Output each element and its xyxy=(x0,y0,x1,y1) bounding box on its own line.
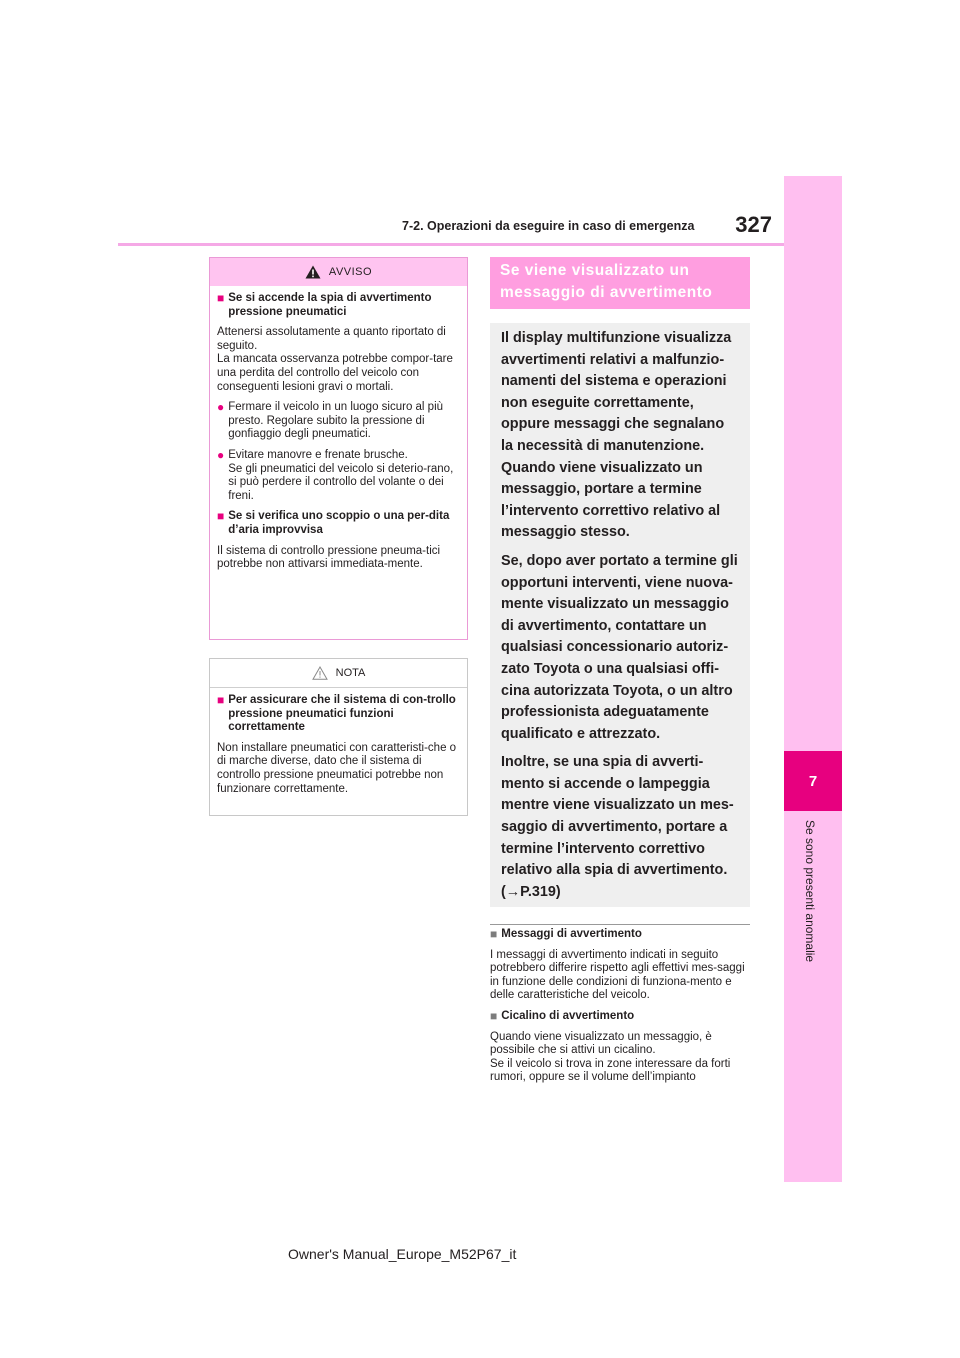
warning-body xyxy=(210,286,467,572)
warning-bullet-2: ● Evitare manovre e frenate brusche. Se gli pneumatici del veicolo si deterio-rano, si può perdere il controllo del volante o dei freni. xyxy=(217,447,454,502)
square-bullet-icon: ■ xyxy=(490,1008,498,1023)
caution-outline-icon xyxy=(312,666,328,680)
footer-text: Owner's Manual_Europe_M52P67_it xyxy=(288,1246,517,1262)
note-header xyxy=(210,659,467,688)
info-paragraph-3: Inoltre, se una spia di avverti- mento si accende o lampeggia mentre viene visualizzato un mes- saggio di avvertimento, portare a termine l’intervento correttivo relativo alla spia di avvertimento. (→P.319) xyxy=(501,754,734,900)
right-note-text-2: Quando viene visualizzato un messaggio, è possibile che si attivi un cicalino. Se il veicolo si trova in zone interessare da forti rumori, oppure se il volume dell’impianto xyxy=(490,1030,731,1084)
right-note-heading-2: ■ Cicalino di avvertimento xyxy=(490,1008,635,1023)
square-bullet-icon: ■ xyxy=(217,291,225,305)
chapter-label-text: Se sono presenti anomalie xyxy=(803,820,817,963)
right-note-text-1: I messaggi di avvertimento indicati in seguito potrebbero differire rispetto agli effettivi mes-saggi in funzione delle condizioni di funziona-mento e delle caratteristiche del veicolo. xyxy=(490,948,745,1002)
note-heading: ■ Per assicurare che il sistema di con-trollo pressione pneumatici funzioni correttamente xyxy=(217,693,456,734)
chapter-label xyxy=(803,820,823,1000)
info-paragraph-1: Il display multifunzione visualizza avvertimenti relativi a malfunzio- namenti del sistema e operazioni non eseguite correttamente, oppure messaggi che segnalano la necessità di manutenzione. Quando viene visualizzato un messaggio, portare a termine l’intervento correttivo relativo al messaggio stesso. xyxy=(501,330,732,541)
warning-text-2: Il sistema di controllo pressione pneuma-tici potrebbe non attivarsi immediata-mente. xyxy=(217,544,441,571)
square-bullet-icon: ■ xyxy=(490,927,498,941)
note-box xyxy=(209,658,468,816)
square-bullet-icon: ■ xyxy=(217,509,225,524)
section-title: 7-2. Operazioni da eseguire in caso di emergenza xyxy=(402,219,695,233)
chapter-side-tab xyxy=(784,176,842,1182)
round-bullet-icon: ● xyxy=(217,400,225,415)
right-note-heading-1: ■ Messaggi di avvertimento xyxy=(490,927,642,941)
page-number: 327 xyxy=(735,212,772,237)
square-bullet-icon: ■ xyxy=(217,693,225,707)
note-title: NOTA xyxy=(335,667,366,679)
round-bullet-icon: ● xyxy=(217,447,225,462)
header-rule xyxy=(118,243,784,246)
warning-bullet-1: ● Fermare il veicolo in un luogo sicuro al più presto. Regolare subito la pressione di gonfiaggio degli pneumatici. xyxy=(217,400,444,441)
warning-heading-1: ■ Se si accende la spia di avvertimento pressione pneumatici xyxy=(217,291,432,318)
warning-heading-2: ■ Se si verifica uno scoppio o una per-dita d’aria improvvisa xyxy=(217,509,450,536)
info-paragraph-2: Se, dopo aver portato a termine gli opportuni interventi, viene nuova- mente visualizzato un messaggio di avvertimento, contattare un qualsiasi concessionario autoriz- zato Toyota o una qualsiasi offi- cina autorizzata Toyota, o un altro professionista adeguatamente qualificato e attrezzato. xyxy=(501,552,738,742)
info-panel xyxy=(490,323,750,907)
note-text: Non installare pneumatici con caratteristi-che o di marche diverse, dato che il sistema di controllo pressione pneumatici potrebbe non funzionare correttamente. xyxy=(217,741,457,795)
warning-triangle-icon xyxy=(305,265,321,279)
chapter-number: 7 xyxy=(784,751,842,811)
warning-text-1: Attenersi assolutamente a quanto riportato di seguito. La mancata osservanza potrebbe compor-tare una perdita del controllo del veicolo con conseguenti lesioni gravi o mortali. xyxy=(217,326,453,393)
warning-header xyxy=(210,258,467,286)
notes-divider xyxy=(490,924,750,925)
section-banner: Se viene visualizzato un messaggio di avvertimento xyxy=(490,257,750,309)
warning-box xyxy=(209,257,468,640)
right-notes xyxy=(490,928,752,1092)
warning-title: AVVISO xyxy=(328,266,373,278)
note-body xyxy=(210,688,467,796)
